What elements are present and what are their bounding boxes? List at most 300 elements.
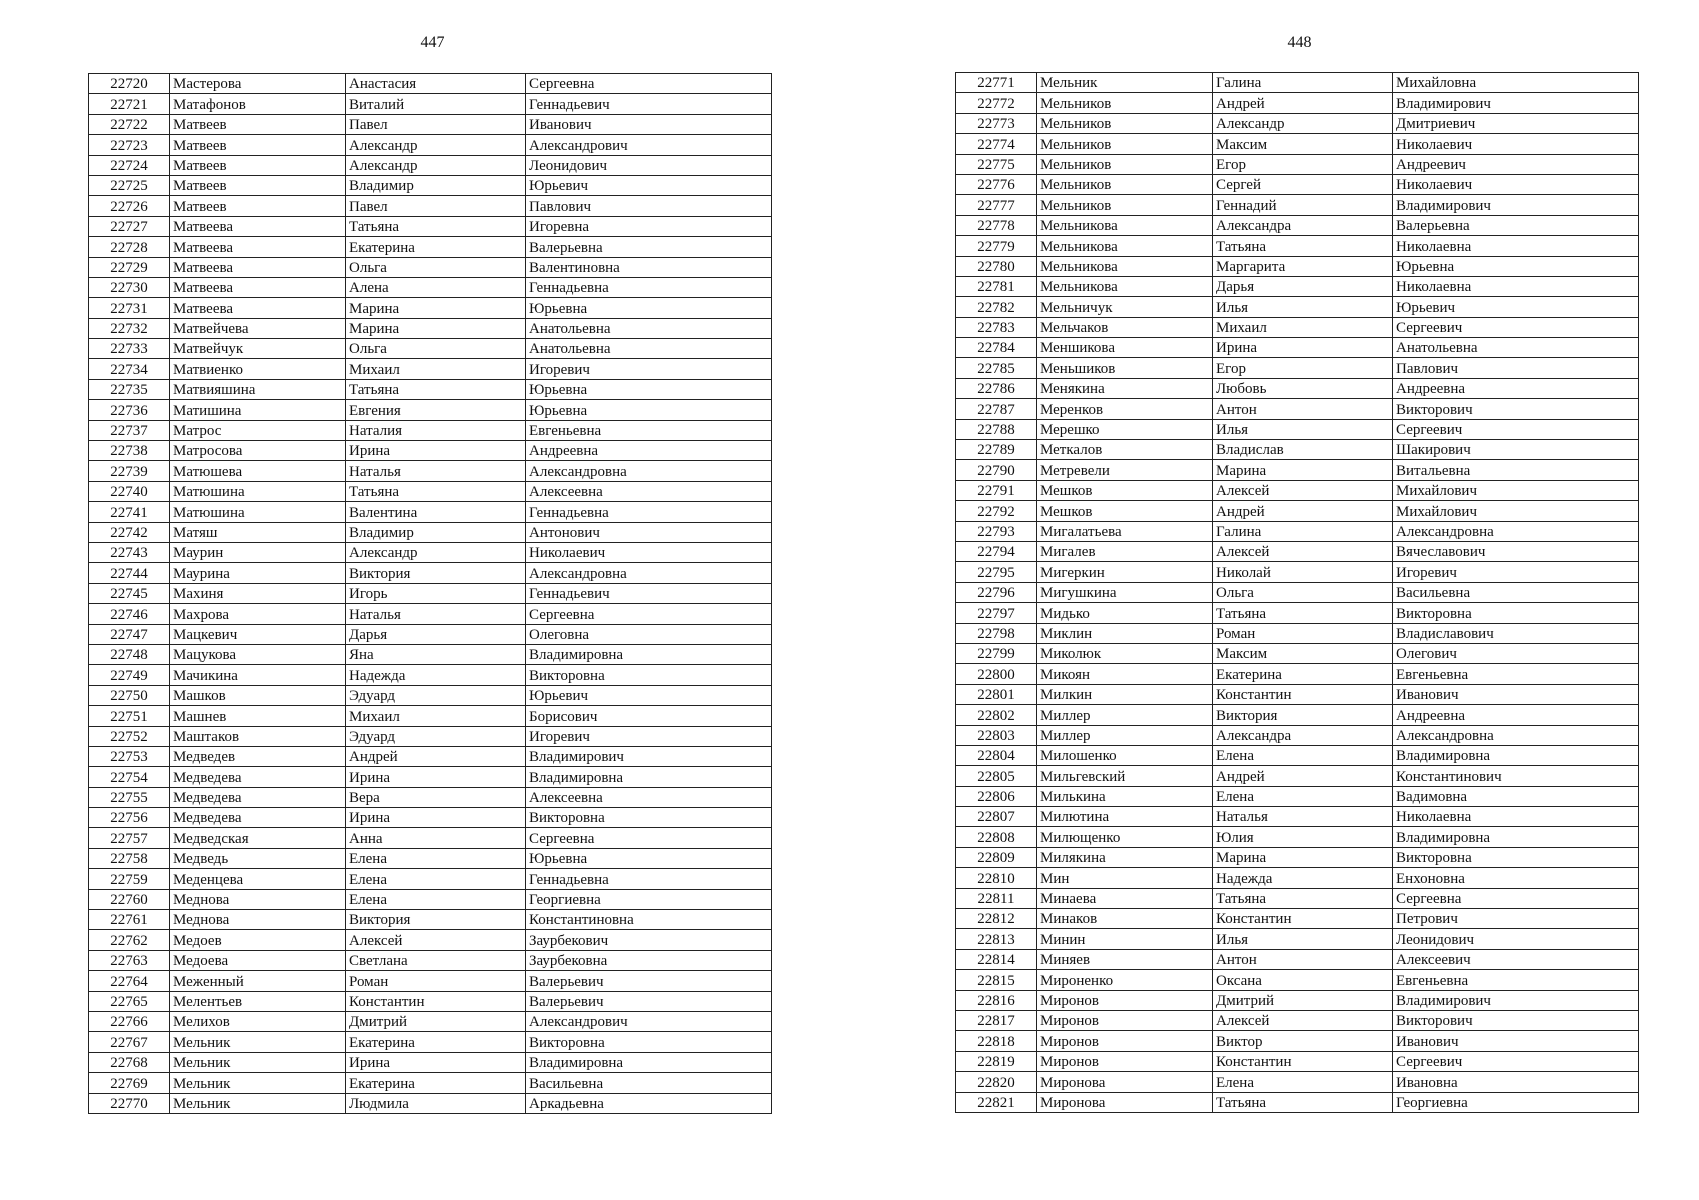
patronymic-cell: Юрьевич — [1393, 297, 1639, 317]
patronymic-cell: Валерьевич — [526, 991, 772, 1011]
row-number-cell: 22723 — [89, 135, 170, 155]
patronymic-cell: Шакирович — [1393, 440, 1639, 460]
last-name-cell: Мешков — [1037, 480, 1213, 500]
last-name-cell: Медведева — [170, 808, 346, 828]
first-name-cell: Константин — [1213, 684, 1393, 704]
row-number-cell: 22728 — [89, 237, 170, 257]
row-number-cell: 22795 — [956, 562, 1037, 582]
patronymic-cell: Юрьевич — [526, 685, 772, 705]
table-row — [89, 237, 772, 257]
first-name-cell: Александр — [346, 155, 526, 175]
row-number-cell: 22759 — [89, 869, 170, 889]
last-name-cell: Милякина — [1037, 847, 1213, 867]
last-name-cell: Медоева — [170, 950, 346, 970]
page-number: 448 — [1287, 34, 1312, 51]
table-row — [89, 502, 772, 522]
first-name-cell: Ирина — [346, 767, 526, 787]
table-row — [956, 480, 1639, 500]
first-name-cell: Виктория — [346, 910, 526, 930]
first-name-cell: Алексей — [1213, 480, 1393, 500]
table-row — [89, 950, 772, 970]
first-name-cell: Илья — [1213, 297, 1393, 317]
table-row — [956, 643, 1639, 663]
last-name-cell: Миронов — [1037, 1051, 1213, 1071]
last-name-cell: Матишина — [170, 400, 346, 420]
first-name-cell: Геннадий — [1213, 195, 1393, 215]
table-row — [89, 420, 772, 440]
last-name-cell: Мельник — [170, 1052, 346, 1072]
row-number-cell: 22786 — [956, 378, 1037, 398]
last-name-cell: Матвеев — [170, 155, 346, 175]
first-name-cell: Александр — [346, 135, 526, 155]
first-name-cell: Илья — [1213, 419, 1393, 439]
table-row — [89, 1011, 772, 1031]
first-name-cell: Павел — [346, 196, 526, 216]
patronymic-cell: Иванович — [1393, 1031, 1639, 1051]
first-name-cell: Эдуард — [346, 726, 526, 746]
first-name-cell: Елена — [1213, 786, 1393, 806]
row-number-cell: 22787 — [956, 399, 1037, 419]
first-name-cell: Максим — [1213, 134, 1393, 154]
patronymic-cell: Викторовна — [526, 808, 772, 828]
patronymic-cell: Сергеевна — [526, 74, 772, 94]
patronymic-cell: Заурбекович — [526, 930, 772, 950]
row-number-cell: 22814 — [956, 949, 1037, 969]
row-number-cell: 22732 — [89, 318, 170, 338]
patronymic-cell: Геннадьевна — [526, 502, 772, 522]
patronymic-cell: Владимирович — [1393, 195, 1639, 215]
table-row — [956, 847, 1639, 867]
row-number-cell: 22809 — [956, 847, 1037, 867]
last-name-cell: Мельников — [1037, 113, 1213, 133]
table-row — [956, 766, 1639, 786]
table-row — [89, 318, 772, 338]
last-name-cell: Медведева — [170, 787, 346, 807]
row-number-cell: 22754 — [89, 767, 170, 787]
first-name-cell: Татьяна — [1213, 888, 1393, 908]
patronymic-cell: Алексеевна — [526, 787, 772, 807]
last-name-cell: Миллер — [1037, 725, 1213, 745]
last-name-cell: Меженный — [170, 971, 346, 991]
first-name-cell: Марина — [1213, 847, 1393, 867]
table-row — [89, 869, 772, 889]
table-row — [956, 970, 1639, 990]
patronymic-cell: Михайлович — [1393, 480, 1639, 500]
row-number-cell: 22767 — [89, 1032, 170, 1052]
row-number-cell: 22769 — [89, 1073, 170, 1093]
first-name-cell: Алена — [346, 277, 526, 297]
table-row — [956, 603, 1639, 623]
patronymic-cell: Александровна — [526, 563, 772, 583]
first-name-cell: Антон — [1213, 949, 1393, 969]
last-name-cell: Мигушкина — [1037, 582, 1213, 602]
patronymic-cell: Юрьевич — [526, 175, 772, 195]
table-row — [89, 441, 772, 461]
first-name-cell: Людмила — [346, 1093, 526, 1113]
row-number-cell: 22736 — [89, 400, 170, 420]
patronymic-cell: Николаевич — [1393, 174, 1639, 194]
patronymic-cell: Валентиновна — [526, 257, 772, 277]
last-name-cell: Мигеркин — [1037, 562, 1213, 582]
row-number-cell: 22758 — [89, 848, 170, 868]
patronymic-cell: Георгиевна — [526, 889, 772, 909]
table-row — [956, 440, 1639, 460]
row-number-cell: 22801 — [956, 684, 1037, 704]
patronymic-cell: Викторовна — [526, 665, 772, 685]
first-name-cell: Андрей — [346, 746, 526, 766]
first-name-cell: Дмитрий — [1213, 990, 1393, 1010]
last-name-cell: Матвеева — [170, 257, 346, 277]
table-row — [956, 929, 1639, 949]
table-row — [956, 297, 1639, 317]
first-name-cell: Андрей — [1213, 501, 1393, 521]
patronymic-cell: Петрович — [1393, 909, 1639, 929]
row-number-cell: 22775 — [956, 154, 1037, 174]
patronymic-cell: Владимировна — [1393, 827, 1639, 847]
first-name-cell: Виталий — [346, 94, 526, 114]
table-row — [956, 705, 1639, 725]
first-name-cell: Дмитрий — [346, 1011, 526, 1031]
table-row — [956, 154, 1639, 174]
last-name-cell: Милошенко — [1037, 745, 1213, 765]
row-number-cell: 22771 — [956, 73, 1037, 93]
table-row — [89, 400, 772, 420]
last-name-cell: Махрова — [170, 604, 346, 624]
table-row — [956, 93, 1639, 113]
patronymic-cell: Заурбековна — [526, 950, 772, 970]
patronymic-cell: Николаевна — [1393, 236, 1639, 256]
first-name-cell: Илья — [1213, 929, 1393, 949]
first-name-cell: Юлия — [1213, 827, 1393, 847]
patronymic-cell: Александрович — [526, 135, 772, 155]
row-number-cell: 22779 — [956, 236, 1037, 256]
first-name-cell: Алексей — [1213, 541, 1393, 561]
first-name-cell: Ирина — [1213, 338, 1393, 358]
first-name-cell: Виктор — [1213, 1031, 1393, 1051]
row-number-cell: 22818 — [956, 1031, 1037, 1051]
first-name-cell: Антон — [1213, 399, 1393, 419]
first-name-cell: Елена — [346, 869, 526, 889]
patronymic-cell: Борисович — [526, 706, 772, 726]
table-row — [89, 542, 772, 562]
first-name-cell: Эдуард — [346, 685, 526, 705]
row-number-cell: 22772 — [956, 93, 1037, 113]
last-name-cell: Матвеев — [170, 175, 346, 195]
row-number-cell: 22761 — [89, 910, 170, 930]
table-row — [956, 317, 1639, 337]
patronymic-cell: Юрьевна — [526, 379, 772, 399]
patronymic-cell: Вадимовна — [1393, 786, 1639, 806]
row-number-cell: 22780 — [956, 256, 1037, 276]
last-name-cell: Минин — [1037, 929, 1213, 949]
first-name-cell: Ирина — [346, 808, 526, 828]
table-row — [956, 256, 1639, 276]
first-name-cell: Александра — [1213, 215, 1393, 235]
first-name-cell: Вера — [346, 787, 526, 807]
table-row — [89, 808, 772, 828]
first-name-cell: Роман — [1213, 623, 1393, 643]
row-number-cell: 22819 — [956, 1051, 1037, 1071]
patronymic-cell: Игоревич — [526, 359, 772, 379]
row-number-cell: 22768 — [89, 1052, 170, 1072]
table-row — [956, 113, 1639, 133]
row-number-cell: 22797 — [956, 603, 1037, 623]
last-name-cell: Милющенко — [1037, 827, 1213, 847]
last-name-cell: Мельник — [170, 1073, 346, 1093]
table-row — [956, 909, 1639, 929]
last-name-cell: Матюшина — [170, 481, 346, 501]
first-name-cell: Ирина — [346, 441, 526, 461]
row-number-cell: 22796 — [956, 582, 1037, 602]
last-name-cell: Машков — [170, 685, 346, 705]
row-number-cell: 22805 — [956, 766, 1037, 786]
patronymic-cell: Евгеньевна — [526, 420, 772, 440]
row-number-cell: 22746 — [89, 604, 170, 624]
table-row — [89, 461, 772, 481]
table-row — [89, 1032, 772, 1052]
row-number-cell: 22752 — [89, 726, 170, 746]
first-name-cell: Виктория — [346, 563, 526, 583]
first-name-cell: Егор — [1213, 154, 1393, 174]
row-number-cell: 22725 — [89, 175, 170, 195]
first-name-cell: Наталия — [346, 420, 526, 440]
patronymic-cell: Сергеевич — [1393, 317, 1639, 337]
table-row — [956, 276, 1639, 296]
patronymic-cell: Викторовна — [526, 1032, 772, 1052]
row-number-cell: 22744 — [89, 563, 170, 583]
last-name-cell: Матюшина — [170, 502, 346, 522]
patronymic-cell: Геннадьевич — [526, 94, 772, 114]
first-name-cell: Татьяна — [346, 481, 526, 501]
table-row — [89, 339, 772, 359]
last-name-cell: Миклин — [1037, 623, 1213, 643]
row-number-cell: 22794 — [956, 541, 1037, 561]
row-number-cell: 22821 — [956, 1092, 1037, 1112]
table-row — [956, 460, 1639, 480]
table-row — [956, 745, 1639, 765]
table-row — [956, 827, 1639, 847]
patronymic-cell: Николаевич — [1393, 134, 1639, 154]
first-name-cell: Татьяна — [1213, 603, 1393, 623]
row-number-cell: 22756 — [89, 808, 170, 828]
table-row — [89, 1093, 772, 1113]
patronymic-cell: Андреевна — [526, 441, 772, 461]
patronymic-cell: Викторовна — [1393, 603, 1639, 623]
row-number-cell: 22764 — [89, 971, 170, 991]
patronymic-cell: Леонидович — [526, 155, 772, 175]
row-number-cell: 22813 — [956, 929, 1037, 949]
row-number-cell: 22726 — [89, 196, 170, 216]
first-name-cell: Ирина — [346, 1052, 526, 1072]
last-name-cell: Мельничук — [1037, 297, 1213, 317]
last-name-cell: Миняев — [1037, 949, 1213, 969]
last-name-cell: Матвеев — [170, 135, 346, 155]
last-name-cell: Мельник — [170, 1032, 346, 1052]
table-row — [956, 358, 1639, 378]
table-row — [89, 930, 772, 950]
table-row — [89, 828, 772, 848]
row-number-cell: 22784 — [956, 338, 1037, 358]
first-name-cell: Надежда — [1213, 868, 1393, 888]
table-row — [89, 1073, 772, 1093]
last-name-cell: Мельникова — [1037, 215, 1213, 235]
first-name-cell: Анастасия — [346, 74, 526, 94]
patronymic-cell: Геннадьевич — [526, 583, 772, 603]
first-name-cell: Наталья — [346, 604, 526, 624]
right-page — [955, 0, 1639, 1111]
row-number-cell: 22783 — [956, 317, 1037, 337]
patronymic-cell: Валерьевич — [526, 971, 772, 991]
last-name-cell: Матвеева — [170, 277, 346, 297]
row-number-cell: 22743 — [89, 542, 170, 562]
first-name-cell: Виктория — [1213, 705, 1393, 725]
last-name-cell: Мерешко — [1037, 419, 1213, 439]
patronymic-cell: Андреевна — [1393, 705, 1639, 725]
table-row — [89, 298, 772, 318]
patronymic-cell: Васильевна — [526, 1073, 772, 1093]
table-row — [956, 338, 1639, 358]
table-row — [89, 685, 772, 705]
patronymic-cell: Витальевна — [1393, 460, 1639, 480]
first-name-cell: Оксана — [1213, 970, 1393, 990]
left-page — [88, 0, 772, 1112]
patronymic-cell: Николаевна — [1393, 807, 1639, 827]
last-name-cell: Миронова — [1037, 1072, 1213, 1092]
patronymic-cell: Михайлович — [1393, 501, 1639, 521]
row-number-cell: 22820 — [956, 1072, 1037, 1092]
first-name-cell: Андрей — [1213, 766, 1393, 786]
patronymic-cell: Сергеевна — [1393, 888, 1639, 908]
row-number-cell: 22735 — [89, 379, 170, 399]
first-name-cell: Надежда — [346, 665, 526, 685]
last-name-cell: Мельников — [1037, 195, 1213, 215]
first-name-cell: Екатерина — [346, 1073, 526, 1093]
patronymic-cell: Викторович — [1393, 1010, 1639, 1030]
table-row — [89, 175, 772, 195]
first-name-cell: Маргарита — [1213, 256, 1393, 276]
last-name-cell: Милкин — [1037, 684, 1213, 704]
row-number-cell: 22733 — [89, 339, 170, 359]
table-row — [956, 399, 1639, 419]
row-number-cell: 22766 — [89, 1011, 170, 1031]
row-number-cell: 22753 — [89, 746, 170, 766]
last-name-cell: Мельников — [1037, 174, 1213, 194]
row-number-cell: 22800 — [956, 664, 1037, 684]
last-name-cell: Матвеева — [170, 298, 346, 318]
patronymic-cell: Юрьевна — [526, 400, 772, 420]
patronymic-cell: Алексеевич — [1393, 949, 1639, 969]
table-row — [956, 664, 1639, 684]
last-name-cell: Машнев — [170, 706, 346, 726]
table-row — [89, 910, 772, 930]
table-row — [956, 419, 1639, 439]
last-name-cell: Мацукова — [170, 644, 346, 664]
row-number-cell: 22727 — [89, 216, 170, 236]
last-name-cell: Матвеев — [170, 114, 346, 134]
last-name-cell: Медведь — [170, 848, 346, 868]
last-name-cell: Маурин — [170, 542, 346, 562]
last-name-cell: Матвеева — [170, 237, 346, 257]
last-name-cell: Матросова — [170, 441, 346, 461]
first-name-cell: Елена — [1213, 1072, 1393, 1092]
patronymic-cell: Владимирович — [1393, 93, 1639, 113]
first-name-cell: Татьяна — [1213, 236, 1393, 256]
patronymic-cell: Енхоновна — [1393, 868, 1639, 888]
table-row — [89, 216, 772, 236]
row-number-cell: 22806 — [956, 786, 1037, 806]
last-name-cell: Мельчаков — [1037, 317, 1213, 337]
last-name-cell: Метревели — [1037, 460, 1213, 480]
table-row — [89, 991, 772, 1011]
first-name-cell: Дарья — [346, 624, 526, 644]
patronymic-cell: Алексеевна — [526, 481, 772, 501]
last-name-cell: Мельников — [1037, 93, 1213, 113]
table-row — [89, 767, 772, 787]
first-name-cell: Евгения — [346, 400, 526, 420]
patronymic-cell: Игоревна — [526, 216, 772, 236]
table-row — [89, 1052, 772, 1072]
first-name-cell: Михаил — [1213, 317, 1393, 337]
last-name-cell: Менякина — [1037, 378, 1213, 398]
row-number-cell: 22721 — [89, 94, 170, 114]
last-name-cell: Мигалатьева — [1037, 521, 1213, 541]
row-number-cell: 22789 — [956, 440, 1037, 460]
patronymic-cell: Анатольевна — [526, 318, 772, 338]
row-number-cell: 22737 — [89, 420, 170, 440]
last-name-cell: Минаков — [1037, 909, 1213, 929]
last-name-cell: Милютина — [1037, 807, 1213, 827]
last-name-cell: Мин — [1037, 868, 1213, 888]
last-name-cell: Мельникова — [1037, 276, 1213, 296]
patronymic-cell: Евгеньевна — [1393, 664, 1639, 684]
row-number-cell: 22757 — [89, 828, 170, 848]
patronymic-cell: Юрьевна — [1393, 256, 1639, 276]
patronymic-cell: Викторович — [1393, 399, 1639, 419]
last-name-cell: Миколюк — [1037, 643, 1213, 663]
table-row — [956, 195, 1639, 215]
table-row — [89, 624, 772, 644]
first-name-cell: Владимир — [346, 522, 526, 542]
table-row — [956, 134, 1639, 154]
patronymic-cell: Владимировна — [526, 1052, 772, 1072]
last-name-cell: Меншикова — [1037, 338, 1213, 358]
patronymic-cell: Анатольевна — [526, 339, 772, 359]
last-name-cell: Матвейчук — [170, 339, 346, 359]
last-name-cell: Мигалев — [1037, 541, 1213, 561]
first-name-cell: Алексей — [1213, 1010, 1393, 1030]
row-number-cell: 22734 — [89, 359, 170, 379]
patronymic-cell: Николаевна — [1393, 276, 1639, 296]
table-row — [956, 990, 1639, 1010]
last-name-cell: Меренков — [1037, 399, 1213, 419]
first-name-cell: Татьяна — [346, 216, 526, 236]
patronymic-cell: Валерьевна — [526, 237, 772, 257]
patronymic-cell: Олегович — [1393, 643, 1639, 663]
row-number-cell: 22720 — [89, 74, 170, 94]
first-name-cell: Владимир — [346, 175, 526, 195]
row-number-cell: 22738 — [89, 441, 170, 461]
table-row — [89, 155, 772, 175]
roster-table — [955, 72, 1639, 1113]
table-row — [89, 889, 772, 909]
patronymic-cell: Павлович — [526, 196, 772, 216]
row-number-cell: 22739 — [89, 461, 170, 481]
row-number-cell: 22749 — [89, 665, 170, 685]
row-number-cell: 22762 — [89, 930, 170, 950]
roster-table — [88, 73, 772, 1114]
first-name-cell: Яна — [346, 644, 526, 664]
last-name-cell: Маштаков — [170, 726, 346, 746]
